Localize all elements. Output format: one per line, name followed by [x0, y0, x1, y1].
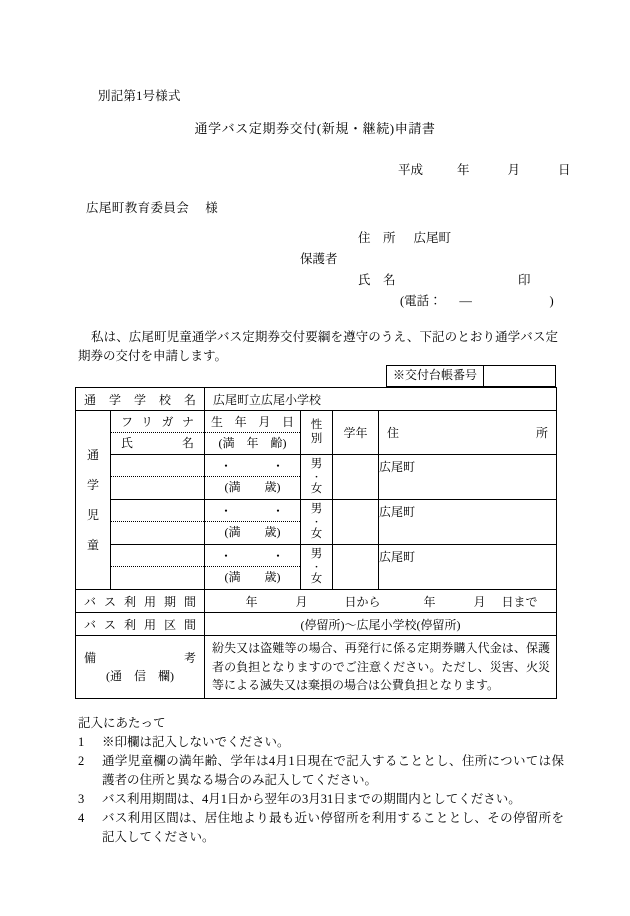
student-1-gender-female[interactable]: 女	[310, 482, 323, 495]
student-2-name-cell	[111, 500, 205, 545]
table-row-student-2	[76, 500, 557, 545]
student-1-furigana[interactable]	[111, 456, 204, 477]
table-row-remarks	[76, 636, 557, 699]
date-year-unit: 年	[457, 163, 470, 177]
student-2-gender[interactable]	[301, 500, 333, 545]
application-table	[75, 387, 557, 699]
header-age: (満 年 齢)	[218, 435, 287, 450]
student-1-grade[interactable]	[333, 455, 379, 500]
note-number-4: 4	[78, 811, 85, 825]
student-1-name[interactable]	[111, 477, 204, 498]
student-3-grade[interactable]	[333, 545, 379, 590]
date-era-label: 平成	[398, 163, 424, 177]
student-2-gender-male[interactable]: 男	[310, 503, 323, 515]
note-number-1: 1	[78, 735, 85, 749]
bus-period-label: バス利用期間	[76, 590, 205, 613]
student-section-label	[76, 411, 111, 590]
student-3-address[interactable]: 広尾町	[379, 545, 557, 590]
ledger-number-box	[386, 365, 556, 387]
ledger-number-value[interactable]	[484, 366, 555, 386]
student-2-birth-cell	[205, 500, 301, 545]
student-3-name-cell	[111, 545, 205, 590]
guardian-address-value: 広尾町	[413, 231, 452, 245]
school-name-value[interactable]: 広尾町立広尾小学校	[205, 388, 557, 411]
student-1-gender-male[interactable]: 男	[310, 458, 323, 470]
student-section-char-1: 通	[86, 448, 99, 462]
ledger-number-label: ※交付台帳番号	[387, 366, 484, 386]
student-3-furigana[interactable]	[111, 546, 204, 567]
table-row-student-header	[76, 411, 557, 455]
phone-dash: —	[459, 294, 472, 308]
date-line	[0, 160, 630, 178]
remarks-text[interactable]: 紛失又は盗難等の場合、再発行に係る定期券購入代金は、保護者の負担となりますのでご注意ください。ただし、災害、火災等による滅失又は棄損の場合は公費負担となります。	[205, 636, 557, 699]
header-furigana: フリガナ	[111, 412, 204, 433]
period-day-to: 日まで	[501, 594, 538, 609]
header-name: 氏 名	[121, 435, 195, 450]
student-2-furigana[interactable]	[111, 501, 204, 522]
student-section-char-4: 童	[86, 538, 99, 552]
student-3-gender-sep: ・	[312, 561, 322, 572]
header-name-cell	[111, 411, 205, 455]
school-name-label: 通学学校名	[76, 388, 205, 411]
period-year-from: 年	[245, 594, 258, 609]
phone-open-label: (電話：	[400, 294, 442, 308]
table-row-bus-period	[76, 590, 557, 613]
student-section-char-3: 児	[86, 508, 99, 522]
table-row-student-1	[76, 455, 557, 500]
note-item-1	[78, 733, 564, 752]
remarks-label-line1: 備 考	[84, 650, 197, 665]
phone-close-label: )	[549, 294, 554, 308]
period-month-to: 月	[473, 594, 486, 609]
note-number-2: 2	[78, 754, 85, 768]
guardian-name-label: 氏 名	[358, 273, 396, 287]
addressee	[86, 198, 218, 216]
student-2-name[interactable]	[111, 522, 204, 543]
student-2-birthdate[interactable]: ・ ・	[205, 501, 300, 522]
student-1-age[interactable]: (満 歳)	[224, 480, 281, 494]
period-month-from: 月	[295, 594, 308, 609]
period-year-to: 年	[423, 594, 436, 609]
notes-heading: 記入にあたって	[78, 716, 166, 730]
note-item-4	[78, 809, 564, 847]
student-3-gender[interactable]	[301, 545, 333, 590]
guardian-block-label: 保護者	[300, 252, 338, 266]
date-day-unit: 日	[558, 163, 571, 177]
note-text-4: バス利用区間は、居住地より最も近い停留所を利用することとし、その停留所を記入してください。	[102, 811, 564, 844]
note-text-2: 通学児童欄の満年齢、学年は4月1日現在で記入することとし、住所については保護者の住所と異なる場合のみ記入してください。	[102, 754, 564, 787]
student-3-age[interactable]: (満 歳)	[224, 570, 281, 584]
header-address: 住 所	[379, 411, 557, 455]
date-month-unit: 月	[507, 163, 521, 177]
period-day-from: 日から	[344, 594, 381, 609]
guardian-address-field	[358, 228, 451, 249]
note-item-2	[78, 752, 564, 790]
note-text-3: バス利用期間は、4月1日から翌年の3月31日までの期間内としてください。	[102, 792, 521, 806]
student-2-gender-female[interactable]: 女	[310, 527, 323, 540]
student-3-birthdate[interactable]: ・ ・	[205, 546, 300, 567]
bus-section-label: バス利用区間	[76, 613, 205, 636]
student-1-name-cell	[111, 455, 205, 500]
header-grade: 学年	[333, 411, 379, 455]
table-row-bus-section	[76, 613, 557, 636]
seal-mark: 印	[518, 273, 531, 287]
notes-section	[78, 714, 564, 847]
student-1-gender-sep: ・	[312, 471, 322, 482]
student-1-address[interactable]: 広尾町	[379, 455, 557, 500]
remarks-label	[76, 636, 205, 699]
remarks-label-line2: (通 信 欄)	[106, 668, 174, 683]
student-2-grade[interactable]	[333, 500, 379, 545]
addressee-name: 広尾町教育委員会	[86, 201, 190, 215]
student-3-name[interactable]	[111, 567, 204, 588]
guardian-phone-field	[400, 291, 554, 312]
student-3-gender-male[interactable]: 男	[310, 548, 323, 560]
body-paragraph: 私は、広尾町児童通学バス定期券交付要綱を遵守のうえ、下記のとおり通学バス定期券の交付を申請します。	[78, 330, 558, 363]
table-row-school	[76, 388, 557, 411]
student-1-birthdate[interactable]: ・ ・	[205, 456, 300, 477]
student-1-gender[interactable]	[301, 455, 333, 500]
bus-period-value[interactable]	[205, 590, 557, 613]
student-section-char-2: 学	[86, 478, 99, 492]
note-text-1: ※印欄は記入しないでください。	[102, 735, 290, 749]
student-2-age[interactable]: (満 歳)	[224, 525, 281, 539]
addressee-honorific: 様	[205, 201, 219, 215]
header-birthdate: 生年月日	[205, 412, 300, 433]
table-row-student-3	[76, 545, 557, 590]
student-1-birth-cell	[205, 455, 301, 500]
header-birth-cell	[205, 411, 301, 455]
student-2-address[interactable]: 広尾町	[379, 500, 557, 545]
bus-section-value[interactable]: (停留所)～広尾小学校(停留所)	[205, 613, 557, 636]
document-title: 通学バス定期券交付(新規・継続)申請書	[194, 121, 436, 136]
note-number-3: 3	[78, 792, 85, 806]
header-gender-line2: 別	[310, 432, 323, 445]
student-2-gender-sep: ・	[312, 516, 322, 527]
form-code: 別記第1号様式	[98, 89, 181, 103]
header-gender	[301, 411, 333, 455]
student-3-birth-cell	[205, 545, 301, 590]
student-3-gender-female[interactable]: 女	[310, 572, 323, 585]
guardian-address-label: 住 所	[358, 231, 396, 245]
header-gender-line1: 性	[310, 419, 323, 431]
note-item-3	[78, 790, 564, 809]
